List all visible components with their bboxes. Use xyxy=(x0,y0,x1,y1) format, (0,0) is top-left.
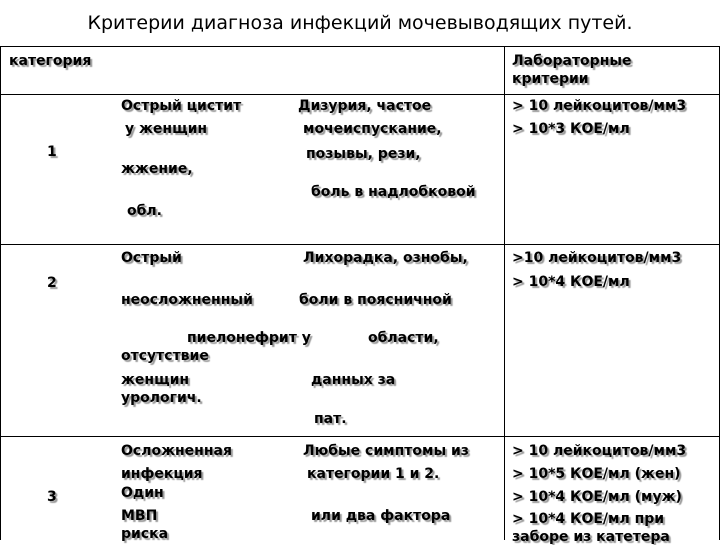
category-text: у женщин xyxy=(125,121,208,137)
row-number: 1 xyxy=(47,144,57,160)
symptom-text: пат. xyxy=(314,411,347,427)
lab-text: > 10*4 КОЕ/мл (муж) xyxy=(512,489,682,505)
lab-text: >10 лейкоцитов/мм3 xyxy=(512,250,682,266)
symptom-text: Дизурия, частое xyxy=(298,98,432,114)
lab-text: > 10*4 КОЕ/мл xyxy=(512,274,630,290)
symptom-text: боль в надлобковой xyxy=(311,184,476,200)
row-number: 3 xyxy=(47,489,57,505)
row-divider xyxy=(0,436,720,437)
symptom-text: категории 1 и 2. xyxy=(307,466,440,482)
category-text: отсутствие xyxy=(121,348,209,364)
category-text: женщин xyxy=(121,372,190,388)
category-text: риска xyxy=(121,526,169,542)
category-text: МВП xyxy=(121,508,158,524)
symptom-text: пиелонефрит у xyxy=(187,330,311,346)
category-text: Один xyxy=(121,485,164,501)
table-top-border xyxy=(0,46,720,47)
symptom-text: данных за xyxy=(311,372,396,388)
symptom-text: Любые симптомы из xyxy=(303,443,469,459)
lab-text: > 10*3 КОЕ/мл xyxy=(512,121,630,137)
category-text: неосложненный xyxy=(121,292,253,308)
category-text: жжение, xyxy=(121,161,193,177)
symptom-text: области, xyxy=(368,330,439,346)
symptom-text: Лихорадка, ознобы, xyxy=(303,250,468,266)
lab-text: > 10*5 КОЕ/мл (жен) xyxy=(512,466,681,482)
header-lab-criteria: Лабораторные xyxy=(512,53,632,69)
page-title: Критерии диагноза инфекций мочевыводящих путей. xyxy=(87,12,633,34)
category-text: инфекция xyxy=(121,466,203,482)
table-left-border xyxy=(0,46,1,540)
lab-text: > 10*4 КОЕ/мл при xyxy=(512,511,665,527)
column-divider xyxy=(504,46,505,540)
category-text: Осложненная xyxy=(121,443,232,459)
symptom-text: мочеиспускание, xyxy=(303,121,442,137)
category-text: обл. xyxy=(127,203,162,219)
header-lab-criteria-2: критерии xyxy=(512,71,589,87)
symptom-text: боли в поясничной xyxy=(299,292,452,308)
symptom-text: позывы, рези, xyxy=(306,146,421,162)
row-divider xyxy=(0,94,720,95)
category-text: Острый xyxy=(121,250,182,266)
lab-text: > 10 лейкоцитов/мм3 xyxy=(512,443,687,459)
header-category: категория xyxy=(9,53,92,69)
lab-text: > 10 лейкоцитов/мм3 xyxy=(512,98,687,114)
row-divider xyxy=(0,244,720,245)
lab-text: заборе из катетера xyxy=(512,529,670,545)
symptom-text: или два фактора xyxy=(311,508,451,524)
category-text: Острый цистит xyxy=(121,98,242,114)
category-text: урологич. xyxy=(121,390,202,406)
row-number: 2 xyxy=(47,275,57,291)
